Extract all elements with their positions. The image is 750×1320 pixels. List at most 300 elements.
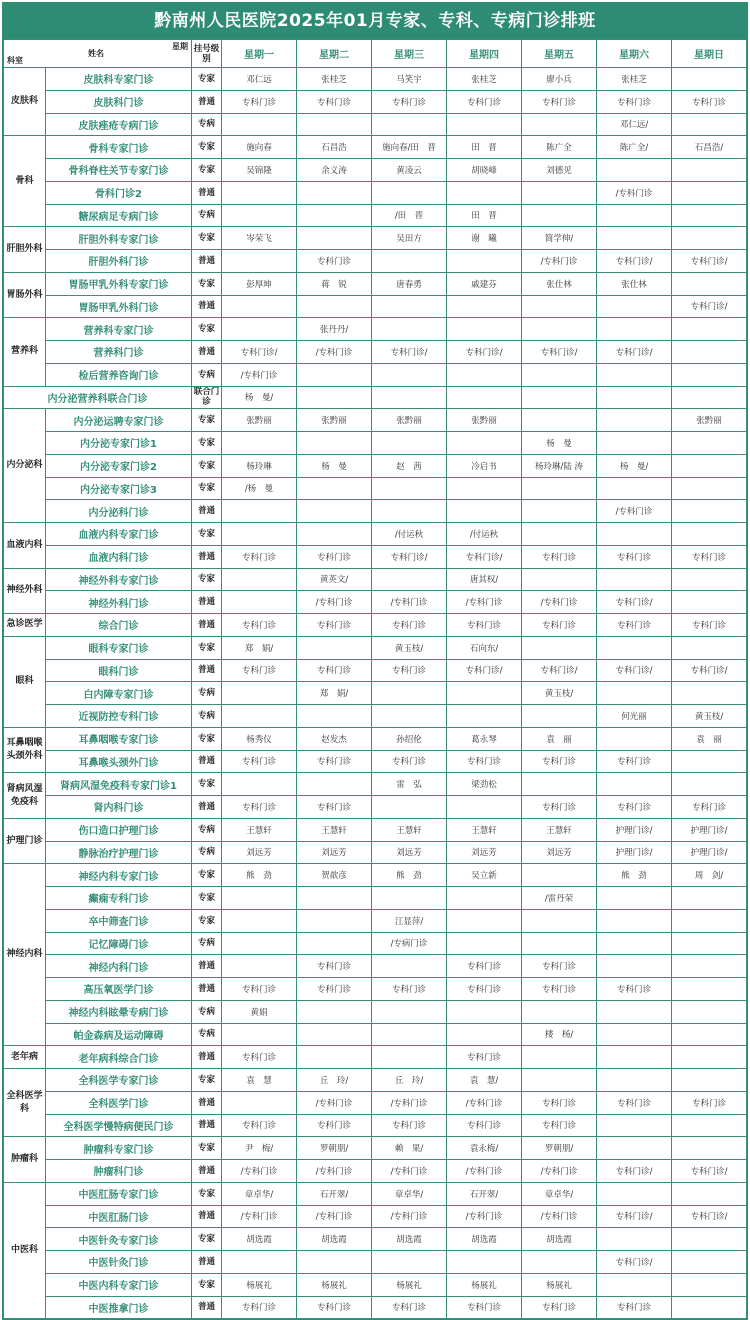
registration-level: 普通 <box>192 978 222 1001</box>
clinic-name: 内分泌科门诊 <box>46 500 192 523</box>
table-row <box>4 1000 747 1023</box>
schedule-cell: 吴锦隆 <box>222 159 297 182</box>
table-row <box>4 68 747 91</box>
schedule-cell <box>672 682 747 705</box>
clinic-name: 耳鼻咽喉专家门诊 <box>46 727 192 750</box>
schedule-cell <box>597 409 672 432</box>
schedule-cell: 专科门诊 <box>672 90 747 113</box>
clinic-name: 全科医学慢特病便民门诊 <box>46 1114 192 1137</box>
schedule-cell: 专科门诊 <box>297 955 372 978</box>
schedule-cell: 王慧轩 <box>372 818 447 841</box>
schedule-cell <box>447 909 522 932</box>
registration-level: 联合门诊 <box>192 386 222 409</box>
registration-level: 专家 <box>192 318 222 341</box>
schedule-cell <box>522 705 597 728</box>
schedule-cell <box>597 477 672 500</box>
registration-level: 专家 <box>192 454 222 477</box>
schedule-cell: 陈广全 <box>522 136 597 159</box>
table-row <box>4 1251 747 1274</box>
table-row <box>4 568 747 591</box>
schedule-cell <box>597 204 672 227</box>
schedule-cell <box>672 1137 747 1160</box>
schedule-cell: 王慧轩 <box>522 818 597 841</box>
schedule-cell <box>597 523 672 546</box>
clinic-name: 神经外科门诊 <box>46 591 192 614</box>
schedule-cell: 专科门诊/ <box>447 545 522 568</box>
schedule-cell <box>522 113 597 136</box>
schedule-cell: 专科门诊 <box>597 90 672 113</box>
clinic-name: 内分泌营养科联合门诊 <box>4 386 192 409</box>
table-row <box>4 523 747 546</box>
schedule-cell: 黄玉枝/ <box>672 705 747 728</box>
schedule-cell: 岑荣飞 <box>222 227 297 250</box>
schedule-cell <box>297 363 372 386</box>
table-row <box>4 1296 747 1319</box>
registration-level: 专家 <box>192 523 222 546</box>
schedule-cell <box>222 932 297 955</box>
schedule-cell <box>597 295 672 318</box>
registration-level: 专病 <box>192 1023 222 1046</box>
schedule-cell: 专科门诊 <box>222 1114 297 1137</box>
registration-level: 普通 <box>192 796 222 819</box>
schedule-cell <box>222 909 297 932</box>
registration-level: 专家 <box>192 477 222 500</box>
schedule-cell: 余义涛 <box>297 159 372 182</box>
registration-level: 普通 <box>192 1296 222 1319</box>
schedule-cell: 丘 玲/ <box>372 1069 447 1092</box>
schedule-cell: 专科门诊/ <box>597 250 672 273</box>
schedule-cell: 邓仁远 <box>222 68 297 91</box>
schedule-cell <box>222 1251 297 1274</box>
schedule-cell <box>597 1114 672 1137</box>
schedule-cell <box>597 1000 672 1023</box>
schedule-cell: /杨 曼 <box>222 477 297 500</box>
schedule-cell <box>222 181 297 204</box>
schedule-cell: 专科门诊 <box>222 545 297 568</box>
registration-level: 普通 <box>192 955 222 978</box>
clinic-name: 中医针灸专家门诊 <box>46 1228 192 1251</box>
schedule-cell <box>372 887 447 910</box>
schedule-cell: 葛永琴 <box>447 727 522 750</box>
schedule-cell <box>447 181 522 204</box>
schedule-cell: 专科门诊 <box>297 796 372 819</box>
schedule-cell: 专科门诊 <box>222 1296 297 1319</box>
schedule-cell <box>297 1046 372 1069</box>
schedule-cell: 赵 茜 <box>372 454 447 477</box>
clinic-name: 记忆障碍门诊 <box>46 932 192 955</box>
registration-level: 普通 <box>192 90 222 113</box>
schedule-cell: 张黔丽 <box>297 409 372 432</box>
registration-level: 专家 <box>192 773 222 796</box>
schedule-cell: 胡选霞 <box>222 1228 297 1251</box>
clinic-name: 老年病科综合门诊 <box>46 1046 192 1069</box>
schedule-cell <box>372 705 447 728</box>
registration-level: 专家 <box>192 432 222 455</box>
registration-level: 专病 <box>192 204 222 227</box>
schedule-cell <box>672 227 747 250</box>
table-row <box>4 1182 747 1205</box>
schedule-cell <box>672 454 747 477</box>
schedule-cell: /专科门诊 <box>297 591 372 614</box>
schedule-cell: 刘远芳 <box>522 841 597 864</box>
schedule-cell <box>447 477 522 500</box>
schedule-cell: 杨展礼 <box>297 1273 372 1296</box>
clinic-name: 神经内科眩晕专病门诊 <box>46 1000 192 1023</box>
schedule-cell: 专科门诊 <box>597 1091 672 1114</box>
schedule-cell <box>597 909 672 932</box>
schedule-cell <box>297 636 372 659</box>
schedule-cell <box>522 523 597 546</box>
corner-week-label: 星期 <box>172 42 188 51</box>
schedule-cell: 罗朝朋/ <box>297 1137 372 1160</box>
schedule-cell <box>222 432 297 455</box>
schedule-cell: 护理门诊/ <box>672 818 747 841</box>
schedule-sheet <box>2 2 748 1320</box>
schedule-cell <box>447 1000 522 1023</box>
schedule-cell <box>522 386 597 409</box>
clinic-name: 中医肛肠门诊 <box>46 1205 192 1228</box>
department-cell: 神经内科 <box>4 864 46 1046</box>
schedule-cell: 戚建芬 <box>447 272 522 295</box>
clinic-name: 血液内科专家门诊 <box>46 523 192 546</box>
schedule-cell: 何光丽 <box>597 705 672 728</box>
schedule-cell <box>672 909 747 932</box>
schedule-cell <box>672 341 747 364</box>
clinic-name: 全科医学专家门诊 <box>46 1069 192 1092</box>
schedule-cell: /专科门诊 <box>522 1160 597 1183</box>
schedule-cell: 专科门诊 <box>447 1046 522 1069</box>
schedule-cell: 黄玉枝/ <box>372 636 447 659</box>
schedule-cell <box>297 887 372 910</box>
schedule-cell: 袁 丽 <box>522 727 597 750</box>
schedule-cell: 熊 劲 <box>372 864 447 887</box>
registration-level: 普通 <box>192 1114 222 1137</box>
schedule-cell: 专科门诊/ <box>597 1160 672 1183</box>
schedule-cell <box>672 1296 747 1319</box>
clinic-name: 中医针灸门诊 <box>46 1251 192 1274</box>
schedule-cell <box>372 250 447 273</box>
table-row <box>4 227 747 250</box>
clinic-name: 神经内科门诊 <box>46 955 192 978</box>
schedule-cell <box>597 1046 672 1069</box>
schedule-cell <box>597 1137 672 1160</box>
table-row <box>4 796 747 819</box>
schedule-cell: 丘 玲/ <box>297 1069 372 1092</box>
schedule-cell <box>297 181 372 204</box>
schedule-cell: 简学伸/ <box>522 227 597 250</box>
schedule-cell <box>447 796 522 819</box>
registration-level: 专家 <box>192 1228 222 1251</box>
table-row <box>4 1273 747 1296</box>
table-row <box>4 682 747 705</box>
schedule-cell <box>672 1228 747 1251</box>
schedule-cell <box>672 318 747 341</box>
department-cell: 眼科 <box>4 636 46 727</box>
schedule-cell: 雷 弘 <box>372 773 447 796</box>
schedule-cell: 彭厚坤 <box>222 272 297 295</box>
registration-level: 普通 <box>192 750 222 773</box>
day-header: 星期五 <box>522 40 597 68</box>
schedule-cell: /田 晋 <box>372 204 447 227</box>
registration-level: 普通 <box>192 1046 222 1069</box>
schedule-cell <box>297 113 372 136</box>
schedule-cell <box>672 386 747 409</box>
schedule-cell <box>222 1091 297 1114</box>
schedule-cell: 护理门诊/ <box>597 818 672 841</box>
schedule-cell: /付运秋 <box>447 523 522 546</box>
schedule-cell: 张丹丹/ <box>297 318 372 341</box>
department-cell: 中医科 <box>4 1182 46 1319</box>
schedule-cell <box>372 363 447 386</box>
schedule-cell <box>522 295 597 318</box>
department-cell: 护理门诊 <box>4 818 46 864</box>
schedule-cell <box>672 272 747 295</box>
clinic-name: 眼科专家门诊 <box>46 636 192 659</box>
schedule-cell: 杨展礼 <box>222 1273 297 1296</box>
department-cell: 急诊医学 <box>4 614 46 637</box>
schedule-cell <box>597 1182 672 1205</box>
schedule-cell <box>447 932 522 955</box>
table-row <box>4 887 747 910</box>
clinic-name: 血液内科门诊 <box>46 545 192 568</box>
schedule-cell: /专科门诊 <box>447 1205 522 1228</box>
schedule-cell: 专科门诊 <box>522 1114 597 1137</box>
registration-level: 专病 <box>192 682 222 705</box>
schedule-cell <box>522 864 597 887</box>
schedule-cell <box>522 500 597 523</box>
schedule-cell: /专科门诊 <box>522 250 597 273</box>
schedule-cell: 黄英文/ <box>297 568 372 591</box>
schedule-cell: /专科门诊 <box>447 1091 522 1114</box>
table-row <box>4 773 747 796</box>
schedule-cell: /专病门诊 <box>372 932 447 955</box>
registration-level: 专病 <box>192 113 222 136</box>
schedule-cell <box>372 1023 447 1046</box>
schedule-cell <box>222 773 297 796</box>
schedule-cell: /付运秋 <box>372 523 447 546</box>
department-cell: 营养科 <box>4 318 46 386</box>
registration-level: 专家 <box>192 136 222 159</box>
table-row <box>4 909 747 932</box>
schedule-cell <box>672 887 747 910</box>
schedule-cell <box>672 204 747 227</box>
schedule-cell <box>672 955 747 978</box>
schedule-cell: 专科门诊 <box>447 955 522 978</box>
clinic-name: 肾病风湿免疫科专家门诊1 <box>46 773 192 796</box>
schedule-cell <box>372 477 447 500</box>
schedule-cell <box>222 955 297 978</box>
schedule-cell: 施向春 <box>222 136 297 159</box>
schedule-cell <box>222 705 297 728</box>
clinic-name: 近视防控专科门诊 <box>46 705 192 728</box>
registration-level: 专家 <box>192 909 222 932</box>
clinic-name: 高压氧医学门诊 <box>46 978 192 1001</box>
schedule-cell: 郑 娟/ <box>222 636 297 659</box>
schedule-cell: 专科门诊 <box>522 1091 597 1114</box>
schedule-cell <box>222 682 297 705</box>
schedule-cell <box>597 227 672 250</box>
clinic-name: 神经外科专家门诊 <box>46 568 192 591</box>
schedule-cell: 黄凌云 <box>372 159 447 182</box>
table-row <box>4 500 747 523</box>
corner-dept-label: 科室 <box>7 56 23 65</box>
schedule-cell: /雷丹荣 <box>522 887 597 910</box>
schedule-cell: 胡选霞 <box>447 1228 522 1251</box>
table-row <box>4 705 747 728</box>
schedule-cell: 专科门诊/ <box>597 1205 672 1228</box>
schedule-cell: 专科门诊 <box>522 1296 597 1319</box>
schedule-cell <box>222 887 297 910</box>
schedule-cell: /专科门诊 <box>297 341 372 364</box>
registration-level: 专家 <box>192 887 222 910</box>
schedule-cell <box>672 568 747 591</box>
schedule-cell <box>597 386 672 409</box>
schedule-cell: 专科门诊 <box>597 750 672 773</box>
schedule-cell: 专科门诊/ <box>597 591 672 614</box>
table-row <box>4 750 747 773</box>
schedule-cell: 专科门诊 <box>297 1114 372 1137</box>
schedule-cell <box>297 477 372 500</box>
schedule-cell: 专科门诊/ <box>372 545 447 568</box>
schedule-cell: 胡选霞 <box>297 1228 372 1251</box>
clinic-name: 伤口造口护理门诊 <box>46 818 192 841</box>
schedule-cell: 田 晋 <box>447 136 522 159</box>
header-row <box>4 40 747 68</box>
clinic-name: 癫痫专科门诊 <box>46 887 192 910</box>
department-cell: 胃肠外科 <box>4 272 46 318</box>
schedule-cell: 专科门诊 <box>447 1114 522 1137</box>
corner-name-label: 姓名 <box>88 49 104 58</box>
schedule-cell: 专科门诊 <box>372 1296 447 1319</box>
schedule-cell <box>597 568 672 591</box>
schedule-cell <box>372 796 447 819</box>
department-cell: 内分泌科 <box>4 409 46 523</box>
schedule-cell: 杨 曼 <box>297 454 372 477</box>
schedule-cell <box>297 909 372 932</box>
schedule-cell: 专科门诊 <box>372 750 447 773</box>
schedule-cell <box>672 477 747 500</box>
schedule-cell: 专科门诊 <box>447 614 522 637</box>
schedule-cell <box>672 1182 747 1205</box>
schedule-cell <box>447 1023 522 1046</box>
schedule-cell: 尹 梅/ <box>222 1137 297 1160</box>
table-row <box>4 1137 747 1160</box>
schedule-cell <box>597 1273 672 1296</box>
table-row <box>4 159 747 182</box>
schedule-cell <box>447 682 522 705</box>
schedule-cell: /专科门诊 <box>372 1205 447 1228</box>
day-header: 星期三 <box>372 40 447 68</box>
schedule-cell <box>597 955 672 978</box>
schedule-cell <box>297 932 372 955</box>
schedule-cell: 专科门诊 <box>297 90 372 113</box>
schedule-cell <box>222 250 297 273</box>
table-row <box>4 250 747 273</box>
schedule-cell: 吴立新 <box>447 864 522 887</box>
schedule-cell <box>672 773 747 796</box>
schedule-cell: 专科门诊/ <box>447 341 522 364</box>
department-cell: 肿瘤科 <box>4 1137 46 1183</box>
table-row <box>4 659 747 682</box>
schedule-cell: 刘远芳 <box>447 841 522 864</box>
schedule-cell: 王慧轩 <box>222 818 297 841</box>
schedule-cell: 专科门诊/ <box>597 659 672 682</box>
schedule-cell: 张桂芝 <box>447 68 522 91</box>
clinic-name: 耳鼻喉头颈外门诊 <box>46 750 192 773</box>
schedule-cell: 专科门诊/ <box>372 341 447 364</box>
clinic-name: 内分泌运聘专家门诊 <box>46 409 192 432</box>
schedule-cell: 专科门诊/ <box>672 1160 747 1183</box>
schedule-cell: 专科门诊 <box>372 659 447 682</box>
table-row <box>4 181 747 204</box>
schedule-cell <box>672 1251 747 1274</box>
schedule-cell <box>522 1046 597 1069</box>
schedule-cell: 专科门诊 <box>522 90 597 113</box>
clinic-name: 检后营养咨询门诊 <box>46 363 192 386</box>
schedule-cell: 袁永梅/ <box>447 1137 522 1160</box>
day-header: 星期四 <box>447 40 522 68</box>
schedule-cell: 护理门诊/ <box>672 841 747 864</box>
schedule-cell: 专科门诊/ <box>597 341 672 364</box>
schedule-cell <box>672 591 747 614</box>
clinic-name: 糖尿病足专病门诊 <box>46 204 192 227</box>
schedule-cell: 袁 慧 <box>222 1069 297 1092</box>
schedule-cell: 梁劲松 <box>447 773 522 796</box>
schedule-cell: 专科门诊/ <box>222 341 297 364</box>
schedule-cell: 谢 曦 <box>447 227 522 250</box>
schedule-cell <box>297 204 372 227</box>
schedule-table <box>3 39 747 1319</box>
schedule-cell: 唐春勇 <box>372 272 447 295</box>
schedule-cell: /专科门诊 <box>522 591 597 614</box>
schedule-cell <box>672 363 747 386</box>
schedule-cell: 专科门诊 <box>297 659 372 682</box>
table-row <box>4 136 747 159</box>
schedule-cell: 护理门诊/ <box>597 841 672 864</box>
department-cell: 全科医学科 <box>4 1069 46 1137</box>
registration-level: 普通 <box>192 1251 222 1274</box>
registration-level: 普通 <box>192 181 222 204</box>
schedule-cell: 赵发杰 <box>297 727 372 750</box>
table-row <box>4 341 747 364</box>
schedule-cell <box>597 1228 672 1251</box>
schedule-cell <box>447 705 522 728</box>
schedule-cell: 冷启书 <box>447 454 522 477</box>
registration-level: 专家 <box>192 568 222 591</box>
schedule-cell <box>297 1251 372 1274</box>
schedule-cell: 专科门诊 <box>597 545 672 568</box>
registration-level: 普通 <box>192 250 222 273</box>
table-row <box>4 363 747 386</box>
schedule-cell: 专科门诊 <box>297 1296 372 1319</box>
schedule-cell <box>222 568 297 591</box>
department-cell: 皮肤科 <box>4 68 46 136</box>
schedule-cell: 张黔丽 <box>447 409 522 432</box>
clinic-name: 骨科专家门诊 <box>46 136 192 159</box>
schedule-cell <box>447 1251 522 1274</box>
schedule-cell: 专科门诊 <box>222 614 297 637</box>
schedule-cell <box>522 204 597 227</box>
schedule-cell: 专科门诊 <box>522 614 597 637</box>
schedule-cell <box>297 773 372 796</box>
registration-level: 专家 <box>192 864 222 887</box>
schedule-cell: 王慧轩 <box>297 818 372 841</box>
schedule-cell: 张黔丽 <box>222 409 297 432</box>
schedule-cell <box>372 682 447 705</box>
table-row <box>4 432 747 455</box>
registration-level: 专家 <box>192 272 222 295</box>
schedule-cell: 熊 劲 <box>597 864 672 887</box>
